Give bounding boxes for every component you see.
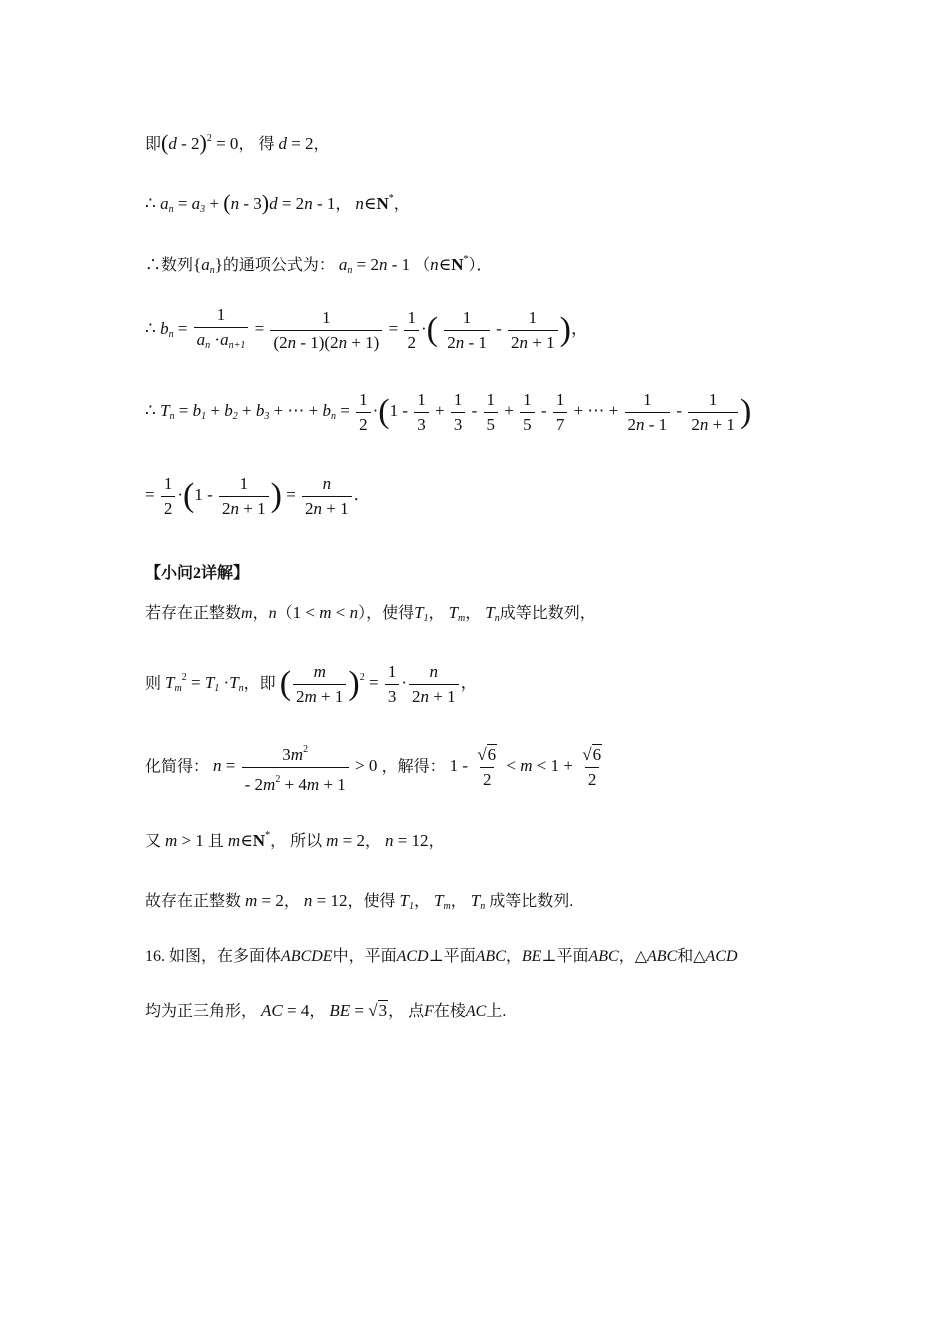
solution-line-geometric: 则 $T_m^2 = T_1 \cdot T_n$，即 ( $\frac{m}{2m + 1}$ )$^2$ = $\frac{1}{3}$ · $\frac{n}{2n + 1}$ ， — [145, 662, 478, 706]
solution-line-bn: ∴ $b_n$ = $\frac{1}{a_n \cdot a_{n+1}}$ = $\frac{1}{(2n - 1)(2n + 1)}$ = $\frac{1}{2}$ ·( $\frac{1}{2n - 1}$ - $\frac{1}{2n + 1}$ )， — [145, 305, 588, 356]
solution-line-conclusion: 故存在正整数 m = 2， n = 12，使得 $T_1$， $T_m$， $T_n$ 成等比数列. — [145, 891, 574, 912]
solution-line-exists: 若存在正整数m，n（1 < m < n），使得$T_1$， $T_m$， $T_n$成等比数列， — [145, 603, 596, 624]
solution-line-an: ∴ $a_n = a_3 + (n - 3)d = 2n - 1$， n∈N*， — [145, 190, 410, 215]
solution-line-d: 即(d - 2)$^2$ = 0， 得 d = 2， — [145, 130, 330, 155]
solution-line-m-n: 又 m > 1 且 m∈N*， 所以 m = 2， n = 12， — [145, 830, 445, 850]
solution-line-tn: ∴ $T_n = b_1 + b_2 + b_3$ + ⋯ + $b_n$ = $\frac{1}{2}$ ·(1 - $\frac{1}{3}$ + $\frac{1}{3}$ - $\frac{1}{5}$ + $\frac{1}{5}$ - $\frac{1}{7}$ + ⋯ + $\frac{1}{2n - 1}$ - $\frac{1}{2n + 1}$ ) — [145, 390, 752, 434]
problem-16-statement: 16. 如图，在多面体ABCDE中，平面ACD⊥平面ABC，BE⊥平面ABC，△ABC和△ACD — [145, 948, 738, 965]
solution-line-simplify: 化简得： n = $\frac{3m^2}{- 2m^2 + 4m + 1}$ > 0 ，解得： 1 - $\frac{√6}{2}$ < m < 1 + $\frac{√6}{2}$ — [145, 744, 602, 794]
problem-16-conditions: 均为正三角形， AC = 4， BE = √3， 点F在棱AC上. — [145, 1001, 507, 1020]
heading-text: 【小问2详解】 — [145, 565, 250, 582]
solution-line-general-term: ∴数列$\{a_n\}$的通项公式为： $a_n = 2n - 1$ （n∈N*）． — [145, 254, 493, 276]
section-heading — [145, 560, 249, 583]
solution-line-tn-result: = $\frac{1}{2}$ ·(1 - $\frac{1}{2n + 1}$ ) = $\frac{n}{2n + 1}$ ． — [145, 474, 371, 518]
